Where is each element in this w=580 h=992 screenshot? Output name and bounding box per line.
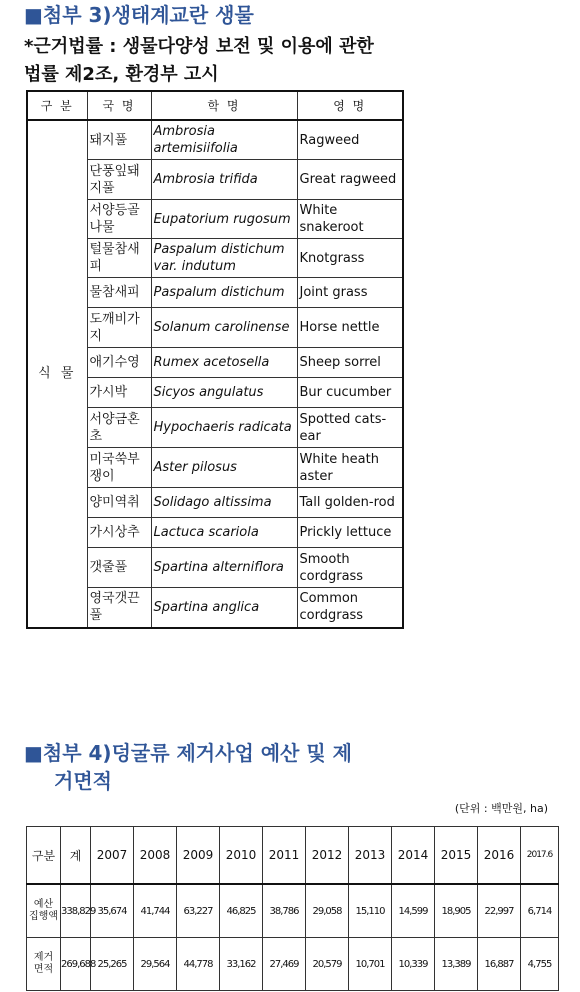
square-bullet-icon: ■ (24, 741, 43, 765)
scientific-name-cell: Eupatorium rugosum (151, 200, 297, 239)
header-korean-name: 국 명 (87, 91, 151, 120)
table-row (27, 884, 559, 938)
english-name-cell: Spotted cats-ear (297, 408, 403, 448)
year-value-cell: 18,905 (435, 884, 478, 938)
year-value-cell: 13,389 (435, 938, 478, 991)
header-year: 2015 (435, 827, 478, 885)
total-value-cell: 269,688 (61, 938, 91, 991)
header-year: 2011 (263, 827, 306, 885)
year-value-cell: 6,714 (521, 884, 559, 938)
scientific-name-cell: Aster pilosus (151, 448, 297, 488)
english-name-cell: Horse nettle (297, 308, 403, 348)
korean-name-cell: 미국쑥부쟁이 (87, 448, 151, 488)
english-name-cell: White snakeroot (297, 200, 403, 239)
scientific-name-cell: Ambrosia trifida (151, 160, 297, 200)
header-year: 2017.6 (521, 827, 559, 885)
table-row (27, 120, 403, 160)
header-year: 2008 (134, 827, 177, 885)
english-name-cell: Joint grass (297, 278, 403, 308)
korean-name-cell: 물참새피 (87, 278, 151, 308)
year-value-cell: 41,744 (134, 884, 177, 938)
header-year: 2009 (177, 827, 220, 885)
table-row (27, 938, 559, 991)
english-name-cell: Tall golden-rod (297, 488, 403, 518)
header-year: 2012 (306, 827, 349, 885)
year-value-cell: 25,265 (91, 938, 134, 991)
scientific-name-cell: Lactuca scariola (151, 518, 297, 548)
section4-title-line1: 첨부 4)덩굴류 제거사업 예산 및 제 (42, 741, 352, 765)
year-value-cell: 38,786 (263, 884, 306, 938)
legal-basis-line2: 법률 제2조, 환경부 고시 (24, 64, 219, 85)
header-year: 2013 (349, 827, 392, 885)
english-name-cell: Great ragweed (297, 160, 403, 200)
category-plants: 식 물 (27, 120, 87, 628)
year-value-cell: 16,887 (478, 938, 521, 991)
header-total: 계 (61, 827, 91, 885)
header-english-name: 영 명 (297, 91, 403, 120)
header-year: 2007 (91, 827, 134, 885)
year-value-cell: 10,701 (349, 938, 392, 991)
scientific-name-cell: Ambrosia artemisiifolia (151, 120, 297, 160)
scientific-name-cell: Rumex acetosella (151, 348, 297, 378)
year-value-cell: 29,564 (134, 938, 177, 991)
english-name-cell: Smooth cordgrass (297, 548, 403, 588)
korean-name-cell: 도깨비가지 (87, 308, 151, 348)
korean-name-cell: 가시상추 (87, 518, 151, 548)
korean-name-cell: 가시박 (87, 378, 151, 408)
legal-basis-line1: *근거법률 : 생물다양성 보전 및 이용에 관한 (24, 36, 374, 57)
korean-name-cell: 영국갯끈풀 (87, 588, 151, 628)
scientific-name-cell: Spartina alterniflora (151, 548, 297, 588)
unit-label: (단위 : 백만원, ha) (454, 802, 548, 815)
table-header-row (27, 91, 403, 120)
year-value-cell: 27,469 (263, 938, 306, 991)
english-name-cell: Knotgrass (297, 239, 403, 278)
korean-name-cell: 갯줄풀 (87, 548, 151, 588)
year-value-cell: 4,755 (521, 938, 559, 991)
year-value-cell: 63,227 (177, 884, 220, 938)
section4-title-line2: 거면적 (54, 769, 112, 793)
header-year: 2016 (478, 827, 521, 885)
header-year: 2010 (220, 827, 263, 885)
english-name-cell: Bur cucumber (297, 378, 403, 408)
korean-name-cell: 서양금혼초 (87, 408, 151, 448)
korean-name-cell: 양미역취 (87, 488, 151, 518)
english-name-cell: Sheep sorrel (297, 348, 403, 378)
korean-name-cell: 단풍잎돼지풀 (87, 160, 151, 200)
invasive-plants-table (26, 90, 404, 629)
korean-name-cell: 애기수영 (87, 348, 151, 378)
korean-name-cell: 털물참새피 (87, 239, 151, 278)
scientific-name-cell: Solanum carolinense (151, 308, 297, 348)
year-value-cell: 10,339 (392, 938, 435, 991)
header-category: 구분 (27, 827, 61, 885)
section3-title (24, 2, 254, 28)
scientific-name-cell: Paspalum distichum (151, 278, 297, 308)
header-category: 구 분 (27, 91, 87, 120)
square-bullet-icon: ■ (24, 3, 43, 27)
english-name-cell: White heath aster (297, 448, 403, 488)
vine-removal-budget-table (26, 826, 559, 991)
year-value-cell: 14,599 (392, 884, 435, 938)
korean-name-cell: 서양등골나물 (87, 200, 151, 239)
section3-title-text: 첨부 3)생태계교란 생물 (42, 3, 254, 27)
year-value-cell: 15,110 (349, 884, 392, 938)
year-value-cell: 35,674 (91, 884, 134, 938)
year-value-cell: 46,825 (220, 884, 263, 938)
row-label-budget: 예산 집행액 (27, 884, 61, 938)
year-value-cell: 29,058 (306, 884, 349, 938)
header-scientific-name: 학 명 (151, 91, 297, 120)
section4-title (24, 740, 352, 766)
scientific-name-cell: Solidago altissima (151, 488, 297, 518)
scientific-name-cell: Hypochaeris radicata (151, 408, 297, 448)
year-value-cell: 44,778 (177, 938, 220, 991)
year-value-cell: 22,997 (478, 884, 521, 938)
total-value-cell: 338,829 (61, 884, 91, 938)
year-value-cell: 33,162 (220, 938, 263, 991)
year-value-cell: 20,579 (306, 938, 349, 991)
row-label-area: 제거 면적 (27, 938, 61, 991)
header-year: 2014 (392, 827, 435, 885)
korean-name-cell: 돼지풀 (87, 120, 151, 160)
english-name-cell: Common cordgrass (297, 588, 403, 628)
table-header-row (27, 827, 559, 885)
english-name-cell: Ragweed (297, 120, 403, 160)
english-name-cell: Prickly lettuce (297, 518, 403, 548)
scientific-name-cell: Paspalum distichum var. indutum (151, 239, 297, 278)
scientific-name-cell: Spartina anglica (151, 588, 297, 628)
scientific-name-cell: Sicyos angulatus (151, 378, 297, 408)
